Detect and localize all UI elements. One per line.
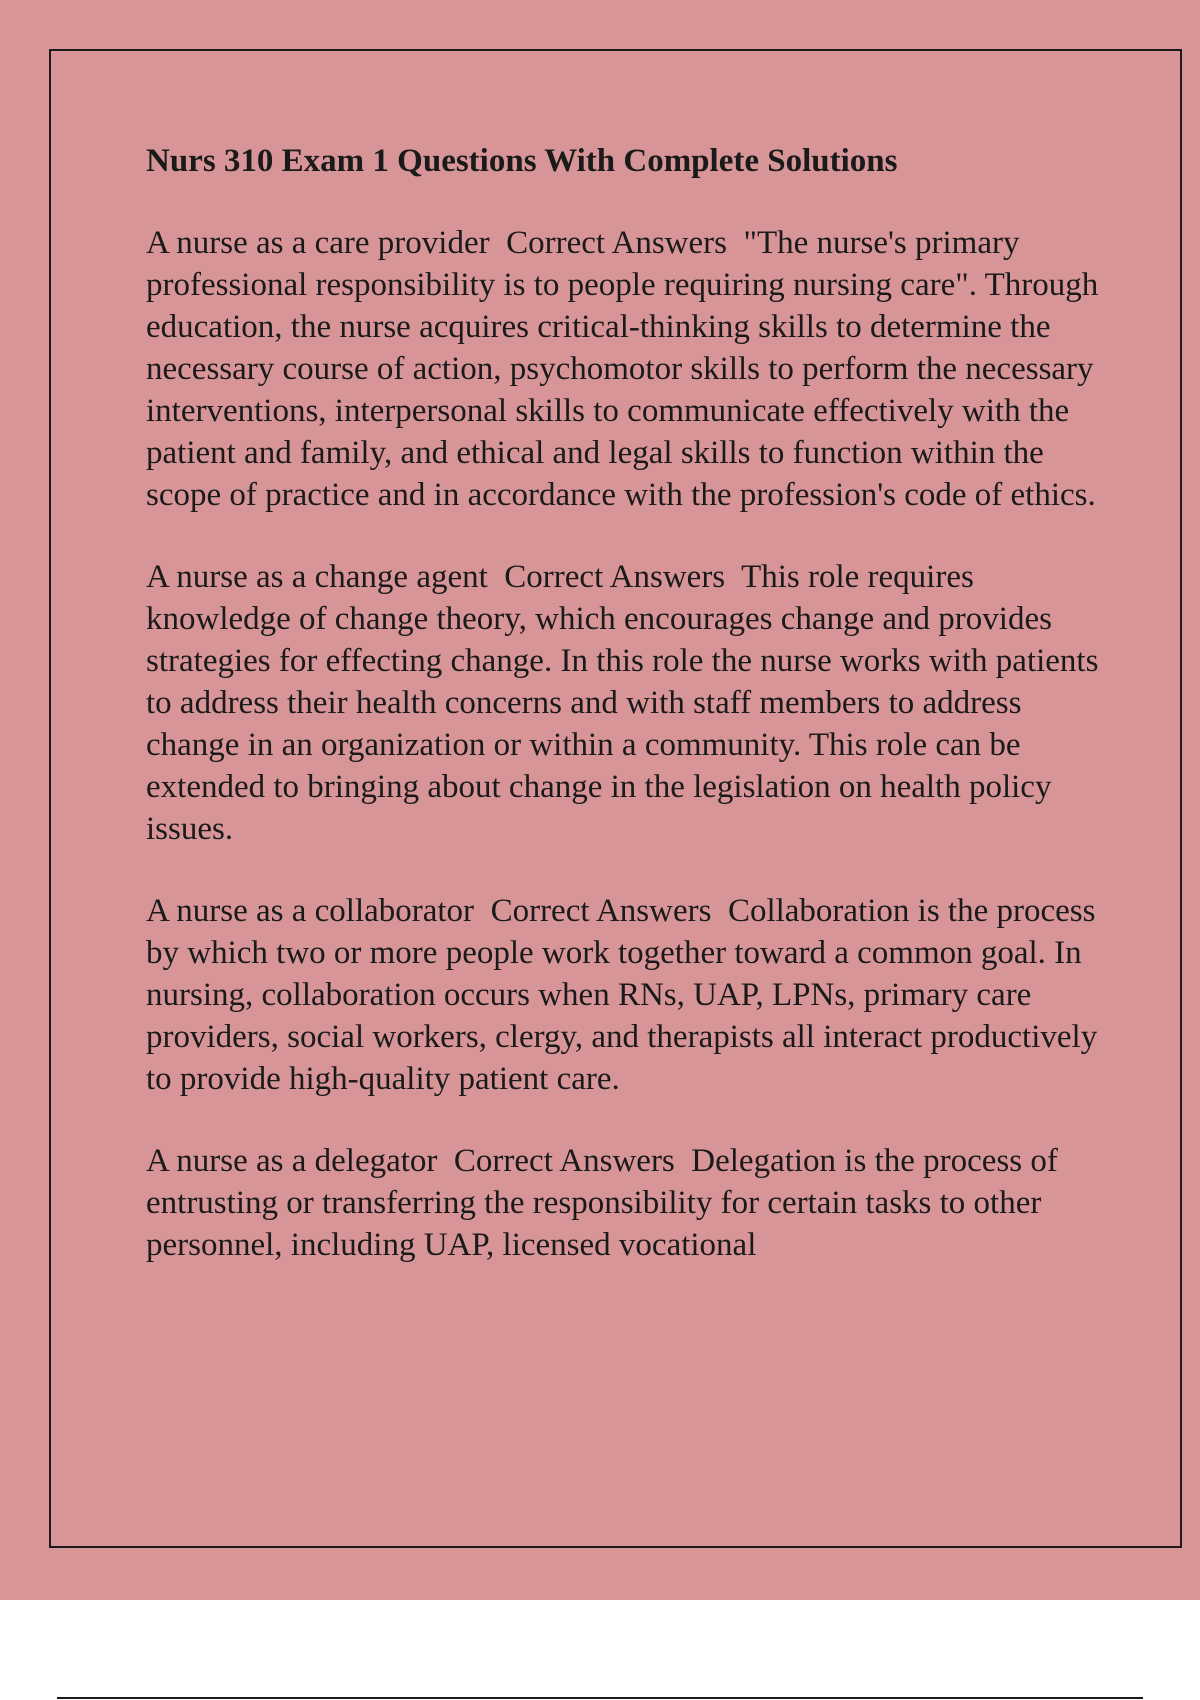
qa-entry-change-agent [146, 556, 1106, 850]
question-text: A nurse as a care provider [146, 225, 490, 261]
answer-label: Correct Answers [453, 1143, 675, 1179]
answer-label: Correct Answers [490, 893, 712, 929]
question-text: A nurse as a collaborator [146, 893, 475, 929]
footer-divider [57, 1697, 1143, 1699]
answer-text: This role requires knowledge of change theory, which encourages change and provides strategies for effecting change. In this role the nurse works with patients to address their health concerns and with staff members to address change in an organization or within a community. This role can be extended to bringing about change in the legislation on health policy issues. [146, 559, 1107, 847]
qa-entry-delegator [146, 1140, 1106, 1266]
answer-text: "The nurse's primary professional responsibility is to people requiring nursing care". Through education, the nurse acquires critical-thinking skills to determine the necessary course of action, psychomotor skills to perform the necessary interventions, interpersonal skills to communicate effectively with the patient and family, and ethical and legal skills to function within the scope of practice and in accordance with the profession's code of ethics. [146, 225, 1107, 513]
document-title: Nurs 310 Exam 1 Questions With Complete Solutions [146, 143, 898, 179]
qa-entry-care-provider [146, 222, 1106, 516]
answer-text: Delegation is the process of entrusting or transferring the responsibility for certain tasks to other personnel, including UAP, licensed vocational [146, 1143, 1067, 1263]
qa-entry-collaborator [146, 890, 1106, 1100]
question-text: A nurse as a delegator [146, 1143, 438, 1179]
document-content [146, 140, 1106, 1306]
answer-text: Collaboration is the process by which two or more people work together toward a common goal. In nursing, collaboration occurs when RNs, UAP, LPNs, primary care providers, social workers, clergy, and therapists all interact productively to provide high-quality patient care. [146, 893, 1106, 1097]
answer-label: Correct Answers [506, 225, 727, 261]
answer-label: Correct Answers [504, 559, 726, 595]
question-text: A nurse as a change agent [146, 559, 488, 595]
